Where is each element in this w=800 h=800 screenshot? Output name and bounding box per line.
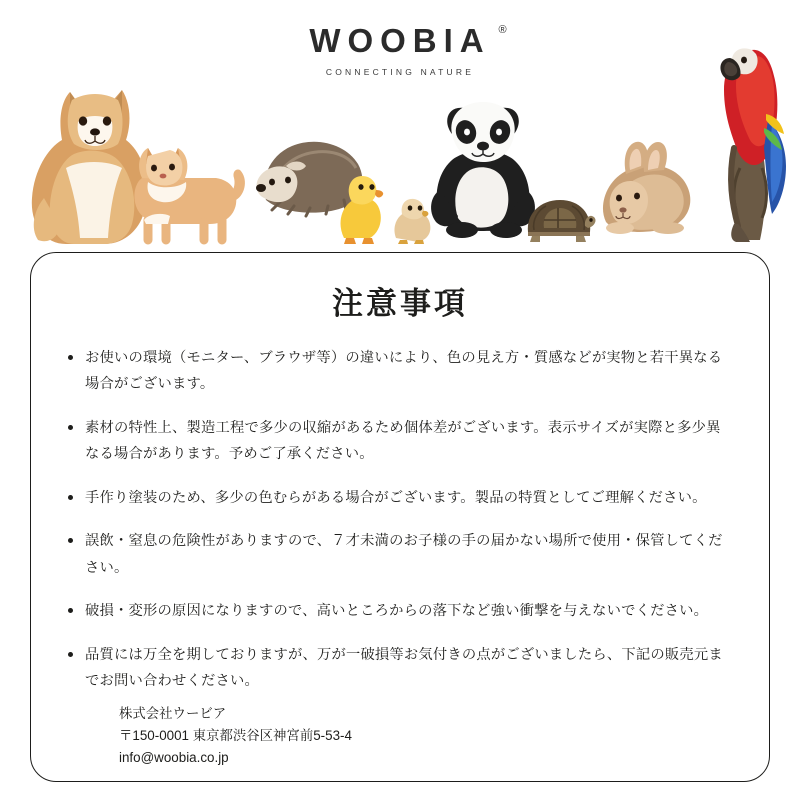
brand-logo (0, 22, 800, 77)
brand-name (309, 22, 507, 60)
list-item: 手作り塗装のため、多少の色むらがある場合がございます。製品の特質としてご理解ください。 (85, 485, 727, 511)
brand-name-text: WOOBIA (309, 22, 491, 59)
company-email[interactable]: info@woobia.co.jp (119, 749, 229, 765)
contact-block (31, 703, 769, 768)
list-item: 誤飲・窒息の危険性がありますので、７才未満のお子様の手の届かない場所で使用・保管してください。 (85, 528, 727, 581)
duckling-figurine (330, 168, 388, 246)
notice-title: 注意事項 (332, 286, 468, 321)
registered-trademark-icon: ® (498, 24, 507, 36)
list-item: お使いの環境（モニター、ブラウザ等）の違いにより、色の見え方・質感などが実物と若干異なる場合がございます。 (85, 345, 727, 398)
list-item: 品質には万全を期しておりますが、万が一破損等お気付きの点がございましたら、下記の販売元までお問い合わせください。 (85, 642, 727, 695)
company-address: 〒150-0001 東京都渋谷区神宮前5-53-4 (119, 728, 352, 744)
list-item: 破損・変形の原因になりますので、高いところからの落下など強い衝撃を与えないでください。 (85, 598, 727, 624)
list-item: 素材の特性上、製造工程で多少の収縮があるため個体差がございます。表示サイズが実際と多少異なる場合があります。予めご了承ください。 (85, 415, 727, 468)
company-name: 株式会社ウービア (119, 706, 227, 722)
brand-tagline: CONNECTING NATURE (325, 67, 475, 77)
rabbit-figurine (592, 130, 702, 240)
cat-figurine (118, 138, 248, 248)
notice-list (31, 345, 769, 694)
notice-card (30, 252, 770, 782)
tortoise-figurine (520, 188, 598, 244)
